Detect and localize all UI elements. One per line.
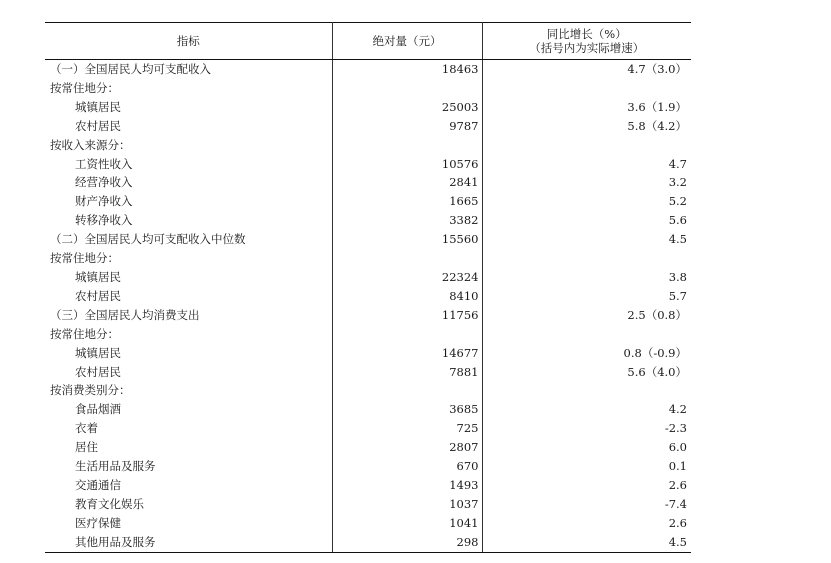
row-label: 食品烟酒 xyxy=(45,400,332,419)
header-growth-line2: （括号内为实际增速） xyxy=(529,41,645,55)
row-absolute-value: 670 xyxy=(332,457,482,476)
row-absolute-value: 1493 xyxy=(332,476,482,495)
header-absolute-value: 绝对量（元） xyxy=(332,23,482,60)
table-row xyxy=(45,495,691,514)
table-header-row xyxy=(45,23,691,60)
row-growth-rate: 2.5（0.8） xyxy=(627,307,687,322)
table-row xyxy=(45,325,691,344)
header-growth xyxy=(482,23,691,60)
row-absolute-value xyxy=(332,79,482,98)
row-label: 农村居民 xyxy=(45,363,332,382)
header-indicator: 指标 xyxy=(45,23,332,60)
row-label: 居住 xyxy=(45,438,332,457)
row-growth-rate xyxy=(482,79,691,98)
row-growth-rate: 5.6 xyxy=(668,213,687,228)
row-growth-rate: -7.4 xyxy=(664,496,687,511)
row-growth-rate: 5.7 xyxy=(668,288,687,303)
table-row xyxy=(45,136,691,155)
row-label: 按常住地分： xyxy=(45,325,332,344)
row-absolute-value: 22324 xyxy=(332,268,482,287)
row-absolute-value: 2841 xyxy=(332,173,482,192)
row-absolute-value: 725 xyxy=(332,419,482,438)
row-growth-rate: 4.2 xyxy=(668,402,687,417)
row-absolute-value xyxy=(332,381,482,400)
table-row xyxy=(45,249,691,268)
row-absolute-value: 1037 xyxy=(332,495,482,514)
row-growth-rate: 6.0 xyxy=(668,440,687,455)
table-row xyxy=(45,155,691,174)
row-label: （三）全国居民人均消费支出 xyxy=(45,306,332,325)
row-label: 城镇居民 xyxy=(45,268,332,287)
income-consumption-table xyxy=(45,22,691,553)
row-absolute-value xyxy=(332,136,482,155)
row-label: 按常住地分： xyxy=(45,79,332,98)
row-absolute-value xyxy=(332,249,482,268)
row-absolute-value: 25003 xyxy=(332,98,482,117)
table-row xyxy=(45,381,691,400)
row-label: 转移净收入 xyxy=(45,211,332,230)
footnote-mark xyxy=(47,558,57,561)
row-label: 按收入来源分： xyxy=(45,136,332,155)
table-row xyxy=(45,476,691,495)
row-absolute-value xyxy=(332,325,482,344)
row-absolute-value: 1041 xyxy=(332,514,482,533)
row-label: 衣着 xyxy=(45,419,332,438)
row-growth-rate: 5.2 xyxy=(668,194,687,209)
table-row xyxy=(45,514,691,533)
row-absolute-value: 2807 xyxy=(332,438,482,457)
table-row xyxy=(45,457,691,476)
table-row xyxy=(45,268,691,287)
row-absolute-value: 11756 xyxy=(332,306,482,325)
row-growth-rate: 5.6（4.0） xyxy=(627,364,687,379)
row-label: 按常住地分： xyxy=(45,249,332,268)
row-label: 医疗保健 xyxy=(45,514,332,533)
table-row xyxy=(45,98,691,117)
row-growth-rate: 0.8（-0.9） xyxy=(623,345,687,360)
row-growth-rate: 4.7（3.0） xyxy=(627,62,687,76)
table-row xyxy=(45,363,691,382)
row-growth-rate xyxy=(482,325,691,344)
row-absolute-value: 3382 xyxy=(332,211,482,230)
statistics-table-container xyxy=(45,22,691,553)
row-label: 城镇居民 xyxy=(45,344,332,363)
row-label: 财产净收入 xyxy=(45,192,332,211)
row-label: 教育文化娱乐 xyxy=(45,495,332,514)
row-label: 生活用品及服务 xyxy=(45,457,332,476)
row-growth-rate: 5.8（4.2） xyxy=(627,118,687,133)
row-growth-rate: -2.3 xyxy=(664,421,687,436)
row-absolute-value: 18463 xyxy=(332,60,482,79)
table-row xyxy=(45,173,691,192)
row-label: 农村居民 xyxy=(45,287,332,306)
row-absolute-value: 9787 xyxy=(332,117,482,136)
table-row xyxy=(45,79,691,98)
header-growth-line1: 同比增长（%） xyxy=(546,27,627,41)
row-label: （一）全国居民人均可支配收入 xyxy=(45,60,332,79)
table-row xyxy=(45,192,691,211)
row-absolute-value: 15560 xyxy=(332,230,482,249)
row-growth-rate xyxy=(482,381,691,400)
table-row xyxy=(45,230,691,249)
row-growth-rate: 3.6（1.9） xyxy=(627,99,687,114)
row-label: 交通通信 xyxy=(45,476,332,495)
row-growth-rate: 4.7 xyxy=(668,156,687,171)
row-growth-rate xyxy=(482,249,691,268)
table-row xyxy=(45,344,691,363)
table-body xyxy=(45,60,691,553)
table-row xyxy=(45,306,691,325)
row-absolute-value: 14677 xyxy=(332,344,482,363)
row-label: （二）全国居民人均可支配收入中位数 xyxy=(45,230,332,249)
table-row xyxy=(45,533,691,552)
row-growth-rate xyxy=(482,136,691,155)
row-label: 城镇居民 xyxy=(45,98,332,117)
table-row xyxy=(45,400,691,419)
row-growth-rate: 4.5 xyxy=(482,533,691,552)
table-row xyxy=(45,287,691,306)
row-growth-rate: 3.8 xyxy=(668,269,687,284)
row-label: 其他用品及服务 xyxy=(45,533,332,552)
row-label: 按消费类别分： xyxy=(45,381,332,400)
row-absolute-value: 8410 xyxy=(332,287,482,306)
table-row xyxy=(45,419,691,438)
row-absolute-value: 3685 xyxy=(332,400,482,419)
row-growth-rate: 2.6 xyxy=(668,477,687,492)
row-absolute-value: 298 xyxy=(332,533,482,552)
row-label: 农村居民 xyxy=(45,117,332,136)
table-row xyxy=(45,211,691,230)
row-growth-rate: 3.2 xyxy=(668,175,687,190)
row-growth-rate: 0.1 xyxy=(668,459,687,474)
row-absolute-value: 7881 xyxy=(332,363,482,382)
row-absolute-value: 10576 xyxy=(332,155,482,174)
row-growth-rate: 2.6 xyxy=(668,515,687,530)
row-growth-rate: 4.5 xyxy=(668,232,687,247)
row-absolute-value: 1665 xyxy=(332,192,482,211)
row-label: 工资性收入 xyxy=(45,155,332,174)
table-row xyxy=(45,117,691,136)
row-label: 经营净收入 xyxy=(45,173,332,192)
table-row xyxy=(45,60,691,79)
table-row xyxy=(45,438,691,457)
